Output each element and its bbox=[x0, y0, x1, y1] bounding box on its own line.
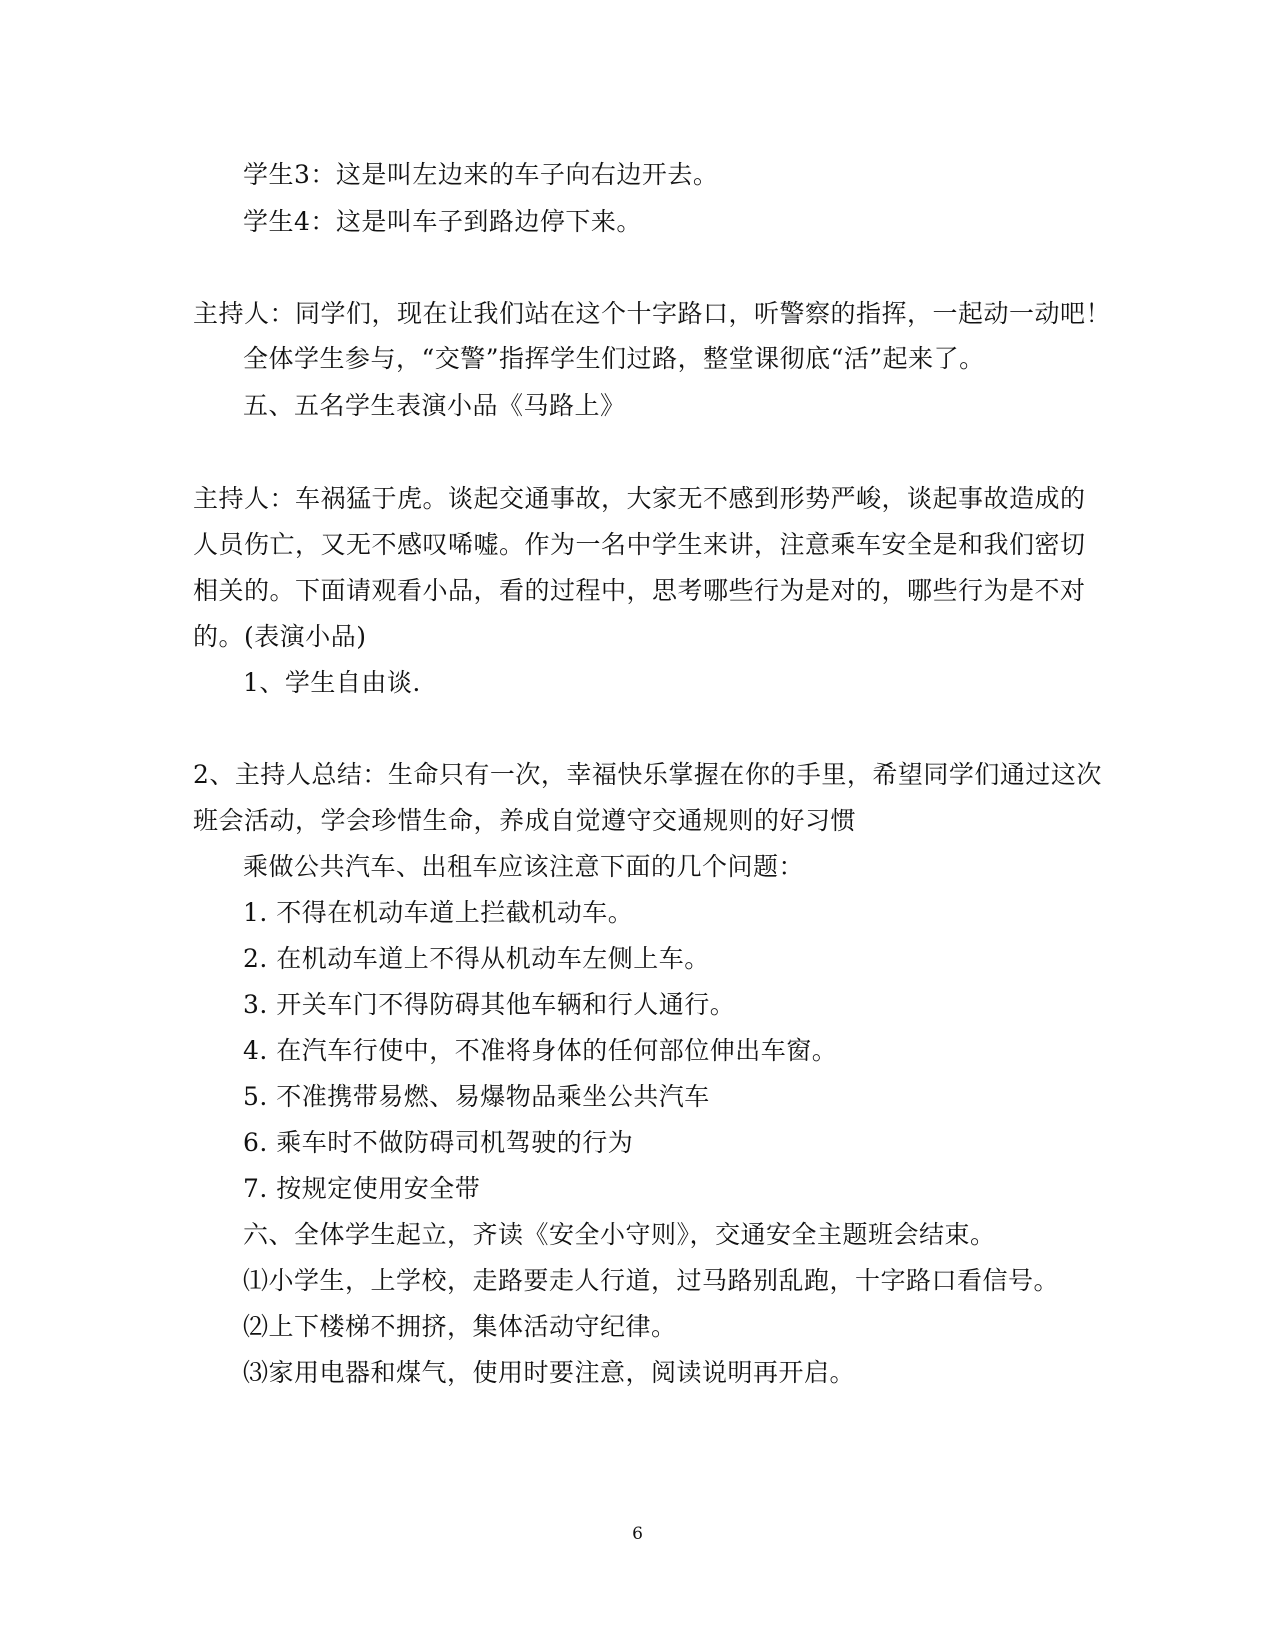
bus-rule-2: 2. 在机动车道上不得从机动车左侧上车。 bbox=[243, 944, 710, 973]
item-free-discussion: 1、学生自由谈. bbox=[243, 668, 421, 697]
host-speech-line-3: 相关的。下面请观看小品，看的过程中，思考哪些行为是对的，哪些行为是不对 bbox=[193, 576, 1086, 605]
safety-rule-3: ⑶家用电器和煤气，使用时要注意，阅读说明再开启。 bbox=[243, 1358, 856, 1387]
page-number: 6 bbox=[632, 1524, 643, 1544]
dialogue-student-3: 学生3：这是叫左边来的车子向右边开去。 bbox=[243, 160, 719, 189]
section-heading-six: 六、全体学生起立，齐读《安全小守则》，交通安全主题班会结束。 bbox=[243, 1220, 996, 1249]
host-speech-line-1: 主持人：车祸猛于虎。谈起交通事故，大家无不感到形势严峻，谈起事故造成的 bbox=[193, 484, 1086, 513]
bus-rule-3: 3. 开关车门不得防碍其他车辆和行人通行。 bbox=[243, 990, 736, 1019]
host-summary-line-1: 2、主持人总结：生命只有一次，幸福快乐掌握在你的手里，希望同学们通过这次 bbox=[193, 760, 1102, 789]
bus-rule-5: 5. 不准携带易燃、易爆物品乘坐公共汽车 bbox=[243, 1082, 710, 1111]
host-instruction: 主持人：同学们，现在让我们站在这个十字路口，听警察的指挥，一起动一动吧！ bbox=[193, 299, 1112, 328]
activity-description: 全体学生参与，“交警”指挥学生们过路，整堂课彻底“活”起来了。 bbox=[243, 344, 985, 373]
bus-rule-1: 1. 不得在机动车道上拦截机动车。 bbox=[243, 898, 634, 927]
host-speech-line-2: 人员伤亡，又无不感叹唏嘘。作为一名中学生来讲，注意乘车安全是和我们密切 bbox=[193, 530, 1086, 559]
bus-rule-4: 4. 在汽车行使中，不准将身体的任何部位伸出车窗。 bbox=[243, 1036, 838, 1065]
bus-rule-6: 6. 乘车时不做防碍司机驾驶的行为 bbox=[243, 1128, 634, 1157]
host-summary-line-2: 班会活动，学会珍惜生命，养成自觉遵守交通规则的好习惯 bbox=[193, 806, 857, 835]
safety-rule-2: ⑵上下楼梯不拥挤，集体活动守纪律。 bbox=[243, 1312, 677, 1341]
bus-rules-intro: 乘做公共汽车、出租车应该注意下面的几个问题： bbox=[243, 852, 805, 881]
dialogue-student-4: 学生4：这是叫车子到路边停下来。 bbox=[243, 207, 642, 236]
safety-rule-1: ⑴小学生，上学校，走路要走人行道，过马路别乱跑，十字路口看信号。 bbox=[243, 1266, 1060, 1295]
section-heading-five: 五、五名学生表演小品《马路上》 bbox=[243, 391, 626, 420]
host-speech-line-4: 的。(表演小品) bbox=[193, 622, 367, 651]
bus-rule-7: 7. 按规定使用安全带 bbox=[243, 1174, 481, 1203]
